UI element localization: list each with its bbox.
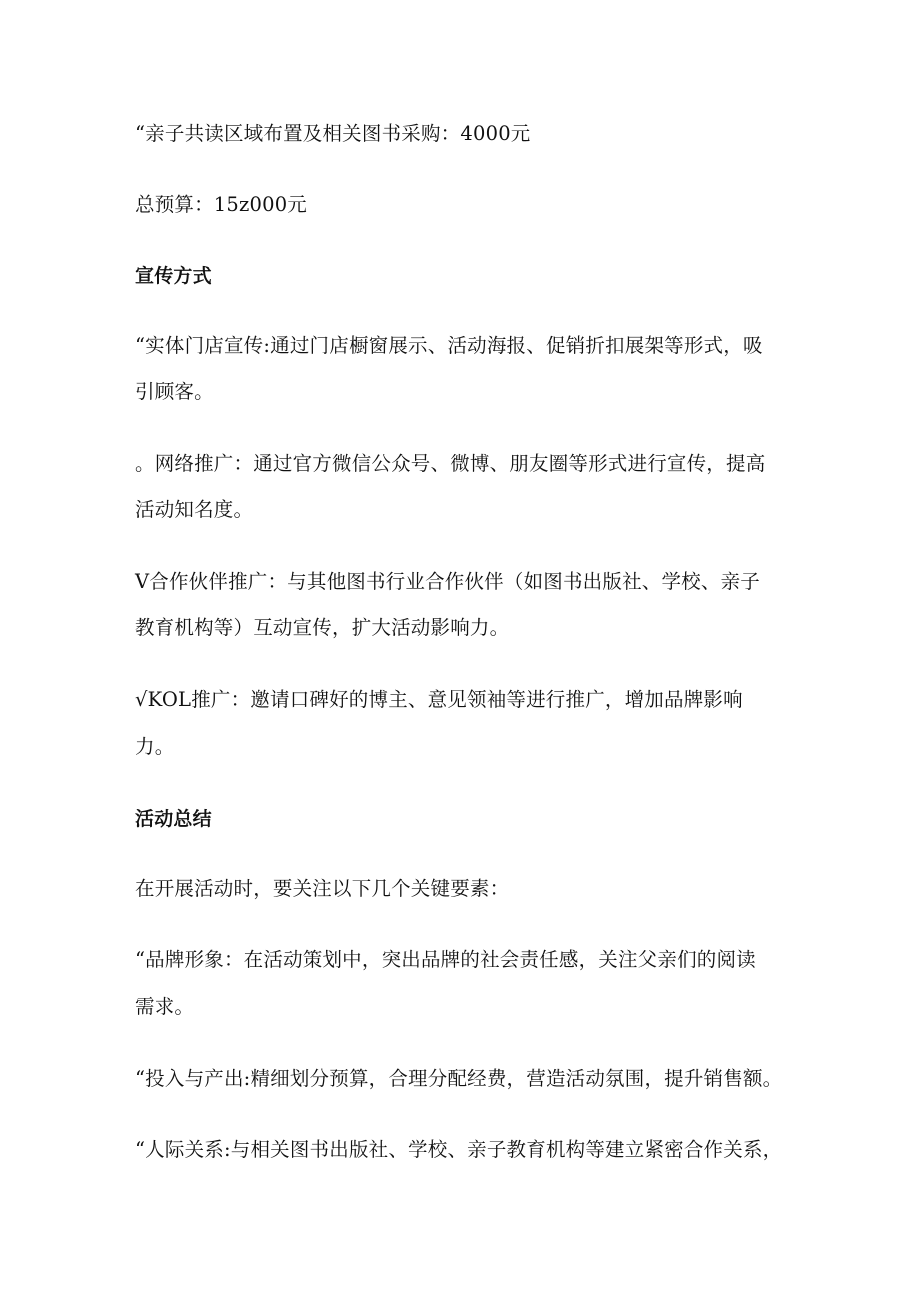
- promotion-kol-line-1: √KOL推广：邀请口碑好的博主、意见领袖等进行推广，增加品牌影响: [135, 688, 743, 711]
- summary-relation-line: “人际关系:与相关图书出版社、学校、亲子教育机构等建立紧密合作关系，: [135, 1138, 783, 1161]
- promotion-store-line-2: 引顾客。: [135, 380, 214, 403]
- promotion-online-line-1: 。网络推广：通过官方微信公众号、微博、朋友圈等形式进行宣传，提高: [135, 452, 766, 475]
- promotion-partner-line-2: 教育机构等）互动宣传，扩大活动影响力。: [135, 616, 510, 639]
- summary-brand-line-2: 需求。: [135, 995, 195, 1018]
- promotion-store-line-1: “实体门店宣传:通过门店橱窗展示、活动海报、促销折扣展架等形式，吸: [135, 334, 763, 357]
- promotion-online-line-2: 活动知名度。: [135, 498, 254, 521]
- summary-brand-line-1: “品牌形象：在活动策划中，突出品牌的社会责任感，关注父亲们的阅读: [135, 948, 756, 971]
- budget-total: 总预算：15z000元: [135, 193, 308, 216]
- promotion-partner-line-1: V合作伙伴推广：与其他图书行业合作伙伴（如图书出版社、学校、亲子: [135, 570, 760, 593]
- budget-item-reading-area: “亲子共读区域布置及相关图书采购：4000元: [135, 122, 531, 145]
- section-heading-summary: 活动总结: [135, 808, 212, 830]
- summary-intro: 在开展活动时，要关注以下几个关键要素：: [135, 877, 510, 900]
- summary-roi-line: “投入与产出:精细划分预算，合理分配经费，营造活动氛围，提升销售额。: [135, 1067, 783, 1090]
- promotion-kol-line-2: 力。: [135, 735, 175, 758]
- section-heading-promotion: 宣传方式: [135, 265, 212, 287]
